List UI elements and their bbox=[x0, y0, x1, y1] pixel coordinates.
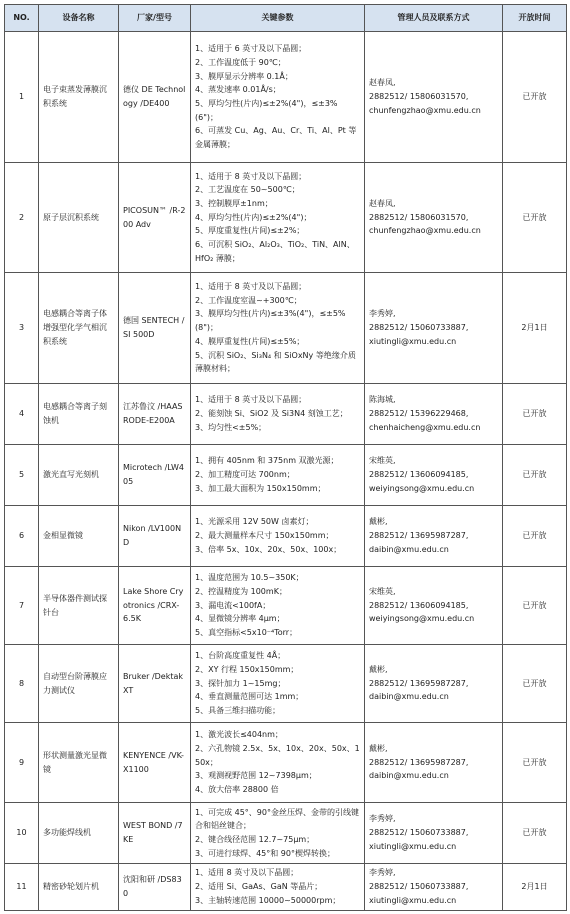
cell-params bbox=[191, 723, 365, 803]
cell-params bbox=[191, 32, 365, 163]
param-item: 4、放大倍率 28800 倍 bbox=[195, 785, 279, 795]
param-item: 5、厚度重复性(片间)≤±2%； bbox=[195, 226, 305, 236]
cell-name: 多功能焊线机 bbox=[39, 803, 119, 864]
table-row bbox=[5, 384, 567, 445]
param-item: 3、控制膜厚±1nm； bbox=[195, 198, 273, 208]
param-list bbox=[195, 649, 360, 718]
cell-open-time: 已开放 bbox=[503, 803, 567, 864]
header-contact: 管理人员及联系方式 bbox=[365, 5, 503, 32]
param-item: 4、垂直测量范围可达 1mm； bbox=[195, 692, 304, 702]
cell-params bbox=[191, 445, 365, 506]
cell-name: 原子层沉积系统 bbox=[39, 163, 119, 273]
contact-email[interactable]: daibin@xmu.edu.cn bbox=[369, 771, 449, 781]
contact-phone: 2882512/ 15806031570, bbox=[369, 212, 469, 222]
cell-no: 2 bbox=[5, 163, 39, 273]
cell-contact bbox=[365, 864, 503, 911]
cell-maker: 沈阳和研 /DS830 bbox=[119, 864, 191, 911]
cell-open-time: 2月1日 bbox=[503, 273, 567, 384]
cell-contact bbox=[365, 723, 503, 803]
param-item: 3、膜厚均匀性(片内)≤±3%(4")，≤±5%(8")； bbox=[195, 309, 346, 333]
contact-email[interactable]: chunfengzhao@xmu.edu.cn bbox=[369, 226, 481, 236]
param-item: 2、适用 Si、GaAs、GaN 等晶片； bbox=[195, 882, 323, 892]
cell-params bbox=[191, 645, 365, 723]
header-name: 设备名称 bbox=[39, 5, 119, 32]
table-row bbox=[5, 163, 567, 273]
cell-maker: 德仪 DE Technology /DE400 bbox=[119, 32, 191, 163]
param-item: 1、拥有 405nm 和 375nm 双激光源； bbox=[195, 456, 339, 466]
cell-params bbox=[191, 163, 365, 273]
contact-email[interactable]: chunfengzhao@xmu.edu.cn bbox=[369, 105, 481, 115]
contact-person: 宋维英, bbox=[369, 586, 396, 596]
cell-params bbox=[191, 567, 365, 645]
contact-email[interactable]: xiutingli@xmu.edu.cn bbox=[369, 895, 457, 905]
param-item: 3、观测视野范围 12~7398μm； bbox=[195, 771, 317, 781]
contact-phone: 2882512/ 15396229468, bbox=[369, 409, 469, 419]
param-item: 1、台阶高度重复性 4Å； bbox=[195, 651, 286, 661]
param-item: 1、适用于 8 英寸及以下晶圆； bbox=[195, 282, 307, 292]
contact-person: 戴彬, bbox=[369, 743, 388, 753]
param-list bbox=[195, 806, 360, 861]
cell-name: 激光直写光刻机 bbox=[39, 445, 119, 506]
cell-maker: Lake Shore Cryotronics /CRX-6.5K bbox=[119, 567, 191, 645]
contact-person: 赵春凤, bbox=[369, 78, 396, 88]
cell-maker: Bruker /Dektak XT bbox=[119, 645, 191, 723]
cell-contact bbox=[365, 445, 503, 506]
cell-params bbox=[191, 803, 365, 864]
contact-person: 赵春凤, bbox=[369, 198, 396, 208]
cell-params bbox=[191, 506, 365, 567]
cell-open-time: 已开放 bbox=[503, 445, 567, 506]
param-item: 3、探针加力 1~15mg； bbox=[195, 678, 286, 688]
param-item: 5、真空指标<5x10⁻⁴Torr； bbox=[195, 628, 298, 638]
cell-params bbox=[191, 273, 365, 384]
equipment-table bbox=[4, 4, 567, 911]
param-item: 3、主轴转速范围 10000~50000rpm； bbox=[195, 895, 341, 905]
contact-email[interactable]: xiutingli@xmu.edu.cn bbox=[369, 336, 457, 346]
param-item: 1、温度范围为 10.5~350K； bbox=[195, 573, 304, 583]
cell-no: 11 bbox=[5, 864, 39, 911]
cell-open-time: 已开放 bbox=[503, 384, 567, 445]
cell-contact bbox=[365, 32, 503, 163]
param-item: 3、漏电流<100fA； bbox=[195, 600, 271, 610]
contact-phone: 2882512/ 13606094185, bbox=[369, 470, 469, 480]
header-open-time: 开放时间 bbox=[503, 5, 567, 32]
table-row bbox=[5, 445, 567, 506]
table-row bbox=[5, 864, 567, 911]
param-item: 2、键合线径范围 12.7~75μm； bbox=[195, 835, 315, 844]
contact-person: 宋维英, bbox=[369, 456, 396, 466]
contact-person: 李秀婷, bbox=[369, 309, 396, 319]
param-item: 1、可完成 45°、90°金丝压焊、金带的引线键合和铝丝键合； bbox=[195, 807, 359, 831]
contact-person: 戴彬, bbox=[369, 664, 388, 674]
table-row bbox=[5, 723, 567, 803]
contact-phone: 2882512/ 13695987287, bbox=[369, 678, 469, 688]
contact-person: 陈海城, bbox=[369, 395, 396, 405]
cell-maker: Nikon /LV100ND bbox=[119, 506, 191, 567]
cell-maker: PICOSUN™ /R-200 Adv bbox=[119, 163, 191, 273]
contact-email[interactable]: daibin@xmu.edu.cn bbox=[369, 544, 449, 554]
table-row bbox=[5, 506, 567, 567]
param-item: 1、适用于 6 英寸及以下晶圆； bbox=[195, 44, 307, 54]
param-item: 2、加工精度可达 700nm； bbox=[195, 470, 295, 480]
param-item: 2、工作温度低于 90℃； bbox=[195, 57, 286, 67]
contact-phone: 2882512/ 13695987287, bbox=[369, 757, 469, 767]
cell-no: 4 bbox=[5, 384, 39, 445]
param-item: 4、蒸发速率 0.01Å/s； bbox=[195, 85, 281, 95]
param-item: 6、可沉积 SiO₂、Al₂O₃、TiO₂、TiN、AlN、HfO₂ 薄膜； bbox=[195, 240, 355, 263]
param-list bbox=[195, 393, 360, 434]
contact-email[interactable]: weiyingsong@xmu.edu.cn bbox=[369, 483, 475, 493]
contact-phone: 2882512/ 15060733887, bbox=[369, 882, 469, 892]
cell-name: 精密砂轮划片机 bbox=[39, 864, 119, 911]
param-item: 1、适用 8 英寸及以下晶圆； bbox=[195, 868, 299, 878]
table-row bbox=[5, 803, 567, 864]
param-item: 2、六孔物镜 2.5x、5x、10x、20x、50x、150x； bbox=[195, 743, 360, 767]
cell-no: 3 bbox=[5, 273, 39, 384]
contact-phone: 2882512/ 13695987287, bbox=[369, 531, 469, 541]
table-body bbox=[5, 32, 567, 911]
param-item: 1、适用于 8 英寸及以下晶圆； bbox=[195, 395, 307, 405]
cell-open-time: 已开放 bbox=[503, 567, 567, 645]
table-row bbox=[5, 32, 567, 163]
param-list bbox=[195, 866, 360, 907]
param-list bbox=[195, 42, 360, 152]
contact-phone: 2882512/ 15060733887, bbox=[369, 323, 469, 333]
cell-name: 电感耦合等离子刻蚀机 bbox=[39, 384, 119, 445]
param-item: 3、倍率 5x、10x、20x、50x、100x； bbox=[195, 544, 342, 554]
cell-params bbox=[191, 864, 365, 911]
contact-email[interactable]: xiutingli@xmu.edu.cn bbox=[369, 841, 457, 851]
param-item: 3、可进行球焊、45°和 90°楔焊转换； bbox=[195, 848, 335, 858]
param-item: 4、膜厚重复性(片间)≤±5%； bbox=[195, 336, 305, 346]
cell-contact bbox=[365, 567, 503, 645]
contact-person: 戴彬, bbox=[369, 517, 388, 527]
contact-person: 李秀婷, bbox=[369, 814, 396, 824]
param-item: 4、厚均匀性(片内)≤±2%(4")； bbox=[195, 212, 312, 222]
param-item: 2、最大测量样本尺寸 150x150mm； bbox=[195, 531, 334, 541]
param-list bbox=[195, 280, 360, 376]
cell-contact bbox=[365, 273, 503, 384]
header-params: 关键参数 bbox=[191, 5, 365, 32]
cell-open-time: 已开放 bbox=[503, 645, 567, 723]
cell-maker: WEST BOND /7KE bbox=[119, 803, 191, 864]
cell-name: 形状测量激光显微镜 bbox=[39, 723, 119, 803]
cell-contact bbox=[365, 384, 503, 445]
param-item: 3、均匀性<±5%； bbox=[195, 422, 267, 432]
header-no: NO. bbox=[5, 5, 39, 32]
cell-params bbox=[191, 384, 365, 445]
contact-email[interactable]: chenhaicheng@xmu.edu.cn bbox=[369, 422, 481, 432]
contact-email[interactable]: daibin@xmu.edu.cn bbox=[369, 692, 449, 702]
param-list bbox=[195, 454, 360, 495]
cell-no: 8 bbox=[5, 645, 39, 723]
cell-open-time: 已开放 bbox=[503, 506, 567, 567]
cell-name: 金相显微镜 bbox=[39, 506, 119, 567]
param-item: 1、光源采用 12V 50W 卤素灯； bbox=[195, 517, 314, 527]
param-item: 2、工作温度室温~+300℃； bbox=[195, 295, 302, 305]
cell-name: 自动型台阶薄膜应力测试仪 bbox=[39, 645, 119, 723]
cell-contact bbox=[365, 803, 503, 864]
param-item: 4、显微镜分辨率 4μm； bbox=[195, 614, 285, 624]
table-header-row bbox=[5, 5, 567, 32]
contact-email[interactable]: weiyingsong@xmu.edu.cn bbox=[369, 614, 475, 624]
cell-no: 5 bbox=[5, 445, 39, 506]
param-item: 1、适用于 8 英寸及以下晶圆； bbox=[195, 171, 307, 181]
param-item: 5、沉积 SiO₂、Si₃N₄ 和 SiOxNy 等绝缘介质薄膜材料； bbox=[195, 350, 356, 374]
cell-open-time: 2月1日 bbox=[503, 864, 567, 911]
param-list bbox=[195, 170, 360, 266]
table-row bbox=[5, 273, 567, 384]
cell-open-time: 已开放 bbox=[503, 163, 567, 273]
cell-maker: 江苏鲁汶 /HAASRODE-E200A bbox=[119, 384, 191, 445]
cell-maker: 德国 SENTECH /SI 500D bbox=[119, 273, 191, 384]
cell-no: 6 bbox=[5, 506, 39, 567]
cell-no: 9 bbox=[5, 723, 39, 803]
param-item: 5、具备三维扫描功能； bbox=[195, 706, 281, 716]
cell-no: 1 bbox=[5, 32, 39, 163]
param-item: 5、厚均匀性(片内)≤±2%(4")，≤±3%(6")； bbox=[195, 99, 338, 122]
header-maker: 厂家/型号 bbox=[119, 5, 191, 32]
cell-no: 10 bbox=[5, 803, 39, 864]
table-row bbox=[5, 645, 567, 723]
param-list bbox=[195, 728, 360, 797]
cell-maker: Microtech /LW405 bbox=[119, 445, 191, 506]
param-item: 2、工艺温度在 50~500℃； bbox=[195, 185, 300, 195]
cell-maker: KENYENCE /VK-X1100 bbox=[119, 723, 191, 803]
contact-person: 李秀婷, bbox=[369, 868, 396, 878]
param-item: 3、加工最大面积为 150x150mm； bbox=[195, 483, 326, 493]
table-row bbox=[5, 567, 567, 645]
contact-phone: 2882512/ 15060733887, bbox=[369, 828, 469, 838]
cell-name: 电子束蒸发薄膜沉积系统 bbox=[39, 32, 119, 163]
param-item: 2、控温精度为 100mK； bbox=[195, 586, 287, 596]
cell-contact bbox=[365, 645, 503, 723]
contact-phone: 2882512/ 15806031570, bbox=[369, 92, 469, 102]
cell-contact bbox=[365, 163, 503, 273]
cell-name: 电感耦合等离子体增强型化学气相沉积系统 bbox=[39, 273, 119, 384]
param-list bbox=[195, 571, 360, 640]
param-list bbox=[195, 515, 360, 556]
cell-name: 半导体器件测试探针台 bbox=[39, 567, 119, 645]
param-item: 2、能刻蚀 Si、SiO2 及 Si3N4 刻蚀工艺； bbox=[195, 409, 348, 419]
cell-no: 7 bbox=[5, 567, 39, 645]
param-item: 6、可蒸发 Cu、Ag、Au、Cr、Ti、Al、Pt 等金属薄膜； bbox=[195, 126, 357, 150]
param-item: 2、XY 行程 150x150mm； bbox=[195, 664, 299, 674]
cell-open-time: 已开放 bbox=[503, 32, 567, 163]
cell-contact bbox=[365, 506, 503, 567]
param-item: 1、激光波长≤404nm； bbox=[195, 730, 283, 740]
param-item: 3、膜厚显示分辨率 0.1Å； bbox=[195, 71, 293, 81]
cell-open-time: 已开放 bbox=[503, 723, 567, 803]
contact-phone: 2882512/ 13606094185, bbox=[369, 600, 469, 610]
